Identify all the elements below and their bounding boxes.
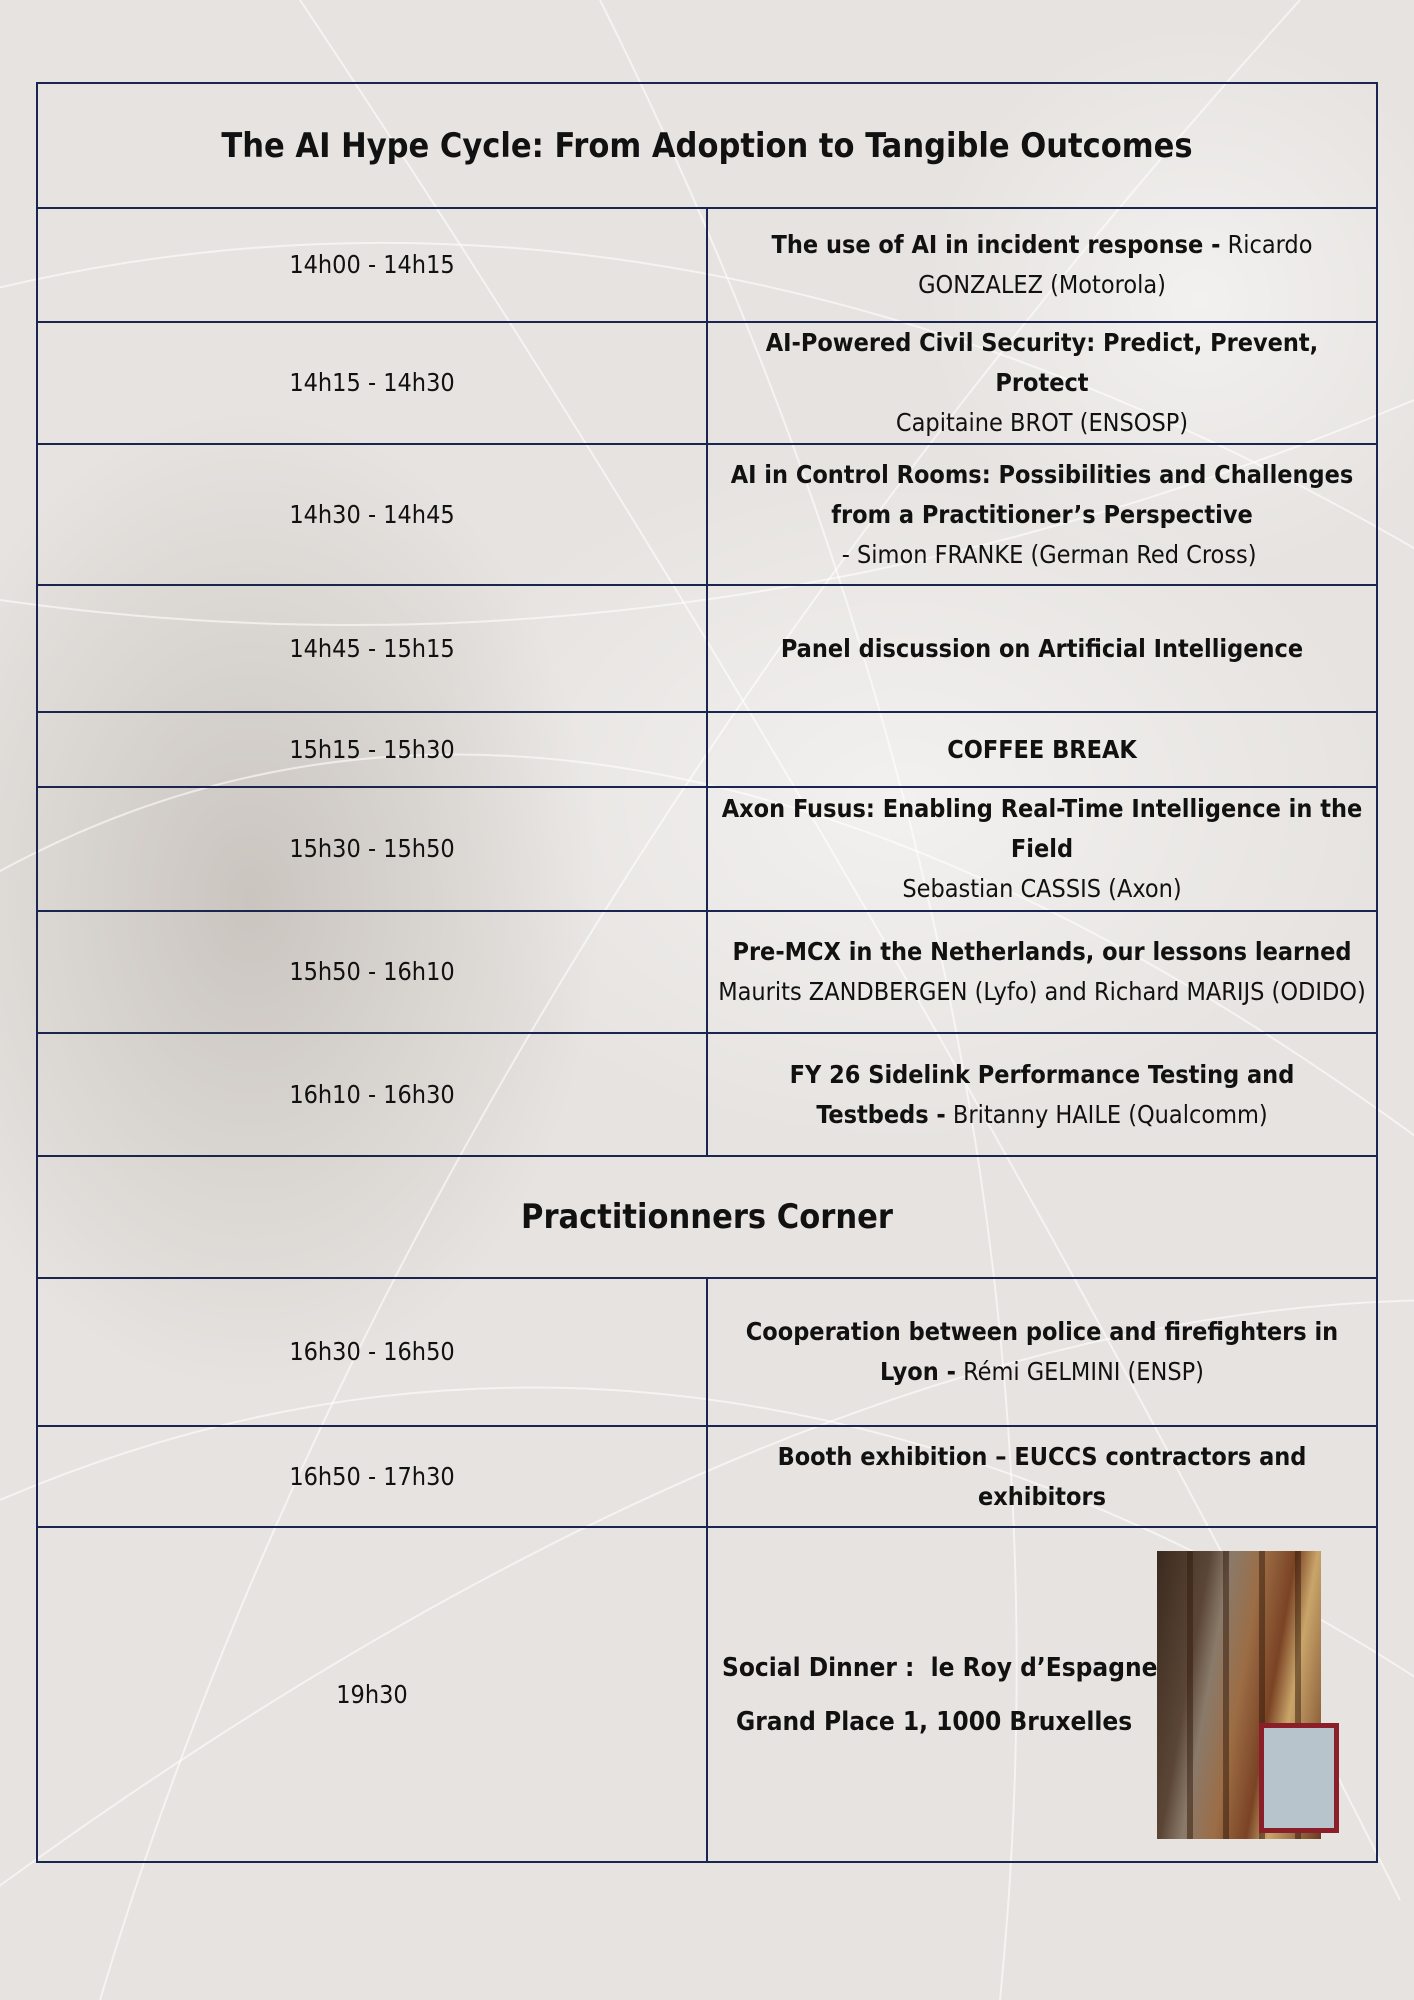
agenda-table <box>36 82 1378 1863</box>
time-slot: 16h50 - 17h30 <box>37 1426 707 1527</box>
speaker: Britanny HAILE (Qualcomm) <box>945 1099 1268 1129</box>
time-slot: 19h30 <box>37 1527 707 1862</box>
talk-cell <box>707 1278 1377 1426</box>
talk-title: The use of AI in incident response - <box>771 230 1221 259</box>
talk-cell <box>707 787 1377 911</box>
dinner-address: Grand Place 1, 1000 Bruxelles <box>736 1706 1133 1737</box>
time-slot: 16h10 - 16h30 <box>37 1033 707 1156</box>
talk-title: FY 26 Sidelink Performance Testing and Testbeds - <box>789 1059 1295 1129</box>
section-header-row <box>37 1156 1377 1278</box>
table-row <box>37 1426 1377 1527</box>
table-row <box>37 1033 1377 1156</box>
session-title: The AI Hype Cycle: From Adoption to Tangible Outcomes <box>37 83 1377 208</box>
dinner-venue: Social Dinner : le Roy d’Espagne <box>722 1652 1158 1683</box>
speaker: - Simon FRANKE (German Red Cross) <box>827 539 1257 569</box>
table-row <box>37 787 1377 911</box>
dinner-cell <box>707 1527 1377 1862</box>
time-slot: 15h50 - 16h10 <box>37 911 707 1033</box>
speaker: Maurits ZANDBERGEN (Lyfo) and Richard MARIJS (ODIDO) <box>718 977 1366 1006</box>
talk-title: Cooperation between police and firefighters in Lyon - <box>745 1317 1339 1386</box>
table-row <box>37 322 1377 444</box>
speaker: Capitaine BROT (ENSOSP) <box>895 408 1189 437</box>
restaurant-photo <box>1157 1551 1321 1839</box>
speaker: Rémi GELMINI (ENSP) <box>955 1357 1204 1386</box>
session-header-row <box>37 83 1377 208</box>
table-row <box>37 585 1377 712</box>
talk-title: Booth exhibition – EUCCS contractors and exhibitors <box>777 1441 1307 1511</box>
talk-title: Panel discussion on Artificial Intelligence <box>780 633 1304 663</box>
talk-cell <box>707 1033 1377 1156</box>
speaker: Sebastian CASSIS (Axon) <box>902 874 1182 903</box>
talk-title: Pre-MCX in the Netherlands, our lessons learned <box>732 937 1352 966</box>
talk-title: AI-Powered Civil Security: Predict, Prevent, Protect <box>765 328 1319 397</box>
table-row <box>37 1527 1377 1862</box>
talk-cell <box>707 322 1377 444</box>
table-row <box>37 208 1377 322</box>
table-row <box>37 444 1377 585</box>
talk-cell <box>707 585 1377 712</box>
talk-title: AI in Control Rooms: Possibilities and Challenges from a Practitioner’s Perspective <box>730 459 1354 529</box>
break-label: COFFEE BREAK <box>947 734 1137 764</box>
time-slot: 16h30 - 16h50 <box>37 1278 707 1426</box>
talk-cell <box>707 208 1377 322</box>
time-slot: 15h15 - 15h30 <box>37 712 707 787</box>
time-slot: 14h15 - 14h30 <box>37 322 707 444</box>
section-title: Practitionners Corner <box>37 1156 1377 1278</box>
table-row <box>37 911 1377 1033</box>
time-slot: 14h00 - 14h15 <box>37 208 707 322</box>
table-row <box>37 1278 1377 1426</box>
talk-title: Axon Fusus: Enabling Real-Time Intelligence in the Field <box>721 794 1363 863</box>
talk-cell <box>707 911 1377 1033</box>
talk-cell <box>707 712 1377 787</box>
time-slot: 14h30 - 14h45 <box>37 444 707 585</box>
speaker: Ricardo GONZALEZ (Motorola) <box>918 230 1313 299</box>
talk-cell <box>707 444 1377 585</box>
table-row <box>37 712 1377 787</box>
talk-cell <box>707 1426 1377 1527</box>
time-slot: 14h45 - 15h15 <box>37 585 707 712</box>
time-slot: 15h30 - 15h50 <box>37 787 707 911</box>
